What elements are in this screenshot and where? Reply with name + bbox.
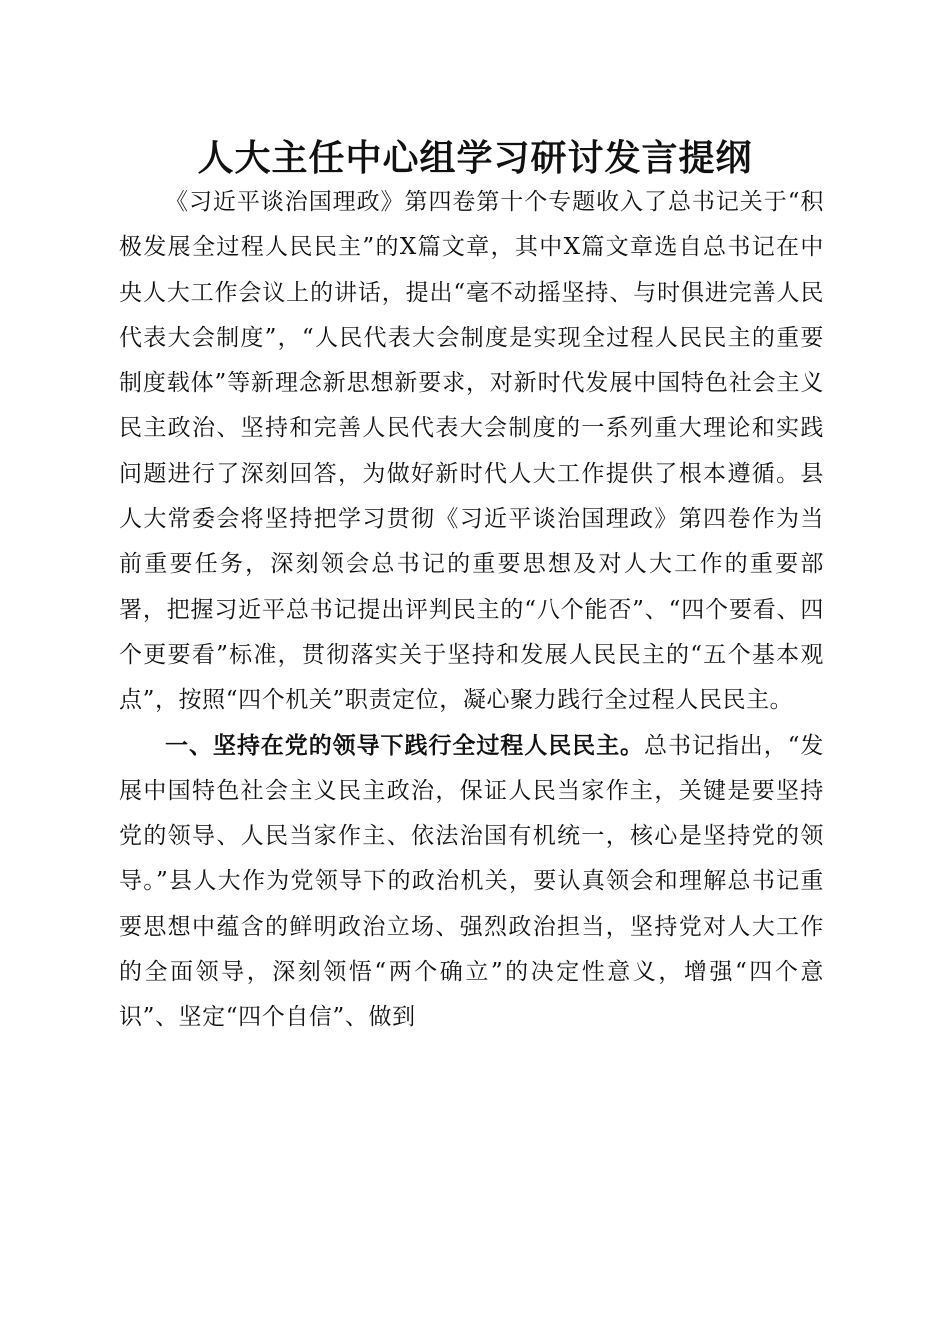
document-body bbox=[119, 180, 824, 1041]
section-1-text: 总书记指出，“发展中国特色社会主义民主政治，保证人民当家作主，关键是要坚持党的领导、人民当家作主、依法治国有机统一，核心是坚持党的领导。”县人大作为党领导下的政治机关，要认真领会和理解总书记重要思想中蕴含的鲜明政治立场、强烈政治担当，坚持党对人大工作的全面领导，深刻领悟“两个确立”的决定性意义，增强“四个意识”、坚定“四个自信”、做到 bbox=[119, 732, 825, 1031]
document-title: 人大主任中心组学习研讨发言提纲 bbox=[197, 137, 753, 179]
intro-paragraph: 《习近平谈治国理政》第四卷第十个专题收入了总书记关于“积极发展全过程人民民主”的X篇文章，其中X篇文章选自总书记在中央人大工作会议上的讲话，提出“毫不动摇坚持、与时俱进完善人民代表大会制度”，“人民代表大会制度是实现全过程人民民主的重要制度载体”等新理念新思想新要求，对新时代发展中国特色社会主义民主政治、坚持和完善人民代表大会制度的一系列重大理论和实践问题进行了深刻回答，为做好新时代人大工作提供了根本遵循。县人大常委会将坚持把学习贯彻《习近平谈治国理政》第四卷作为当前重要任务，深刻领会总书记的重要思想及对人大工作的重要部署，把握习近平总书记提出评判民主的“八个能否”、“四个要看、四个更要看”标准，贯彻落实关于坚持和发展人民民主的“五个基本观点”，按照“四个机关”职责定位，凝心聚力践行全过程人民民主。 bbox=[119, 189, 824, 714]
section-1-paragraph bbox=[119, 724, 824, 1041]
section-1-heading: 一、坚持在党的领导下践行全过程人民民主。 bbox=[165, 732, 644, 759]
